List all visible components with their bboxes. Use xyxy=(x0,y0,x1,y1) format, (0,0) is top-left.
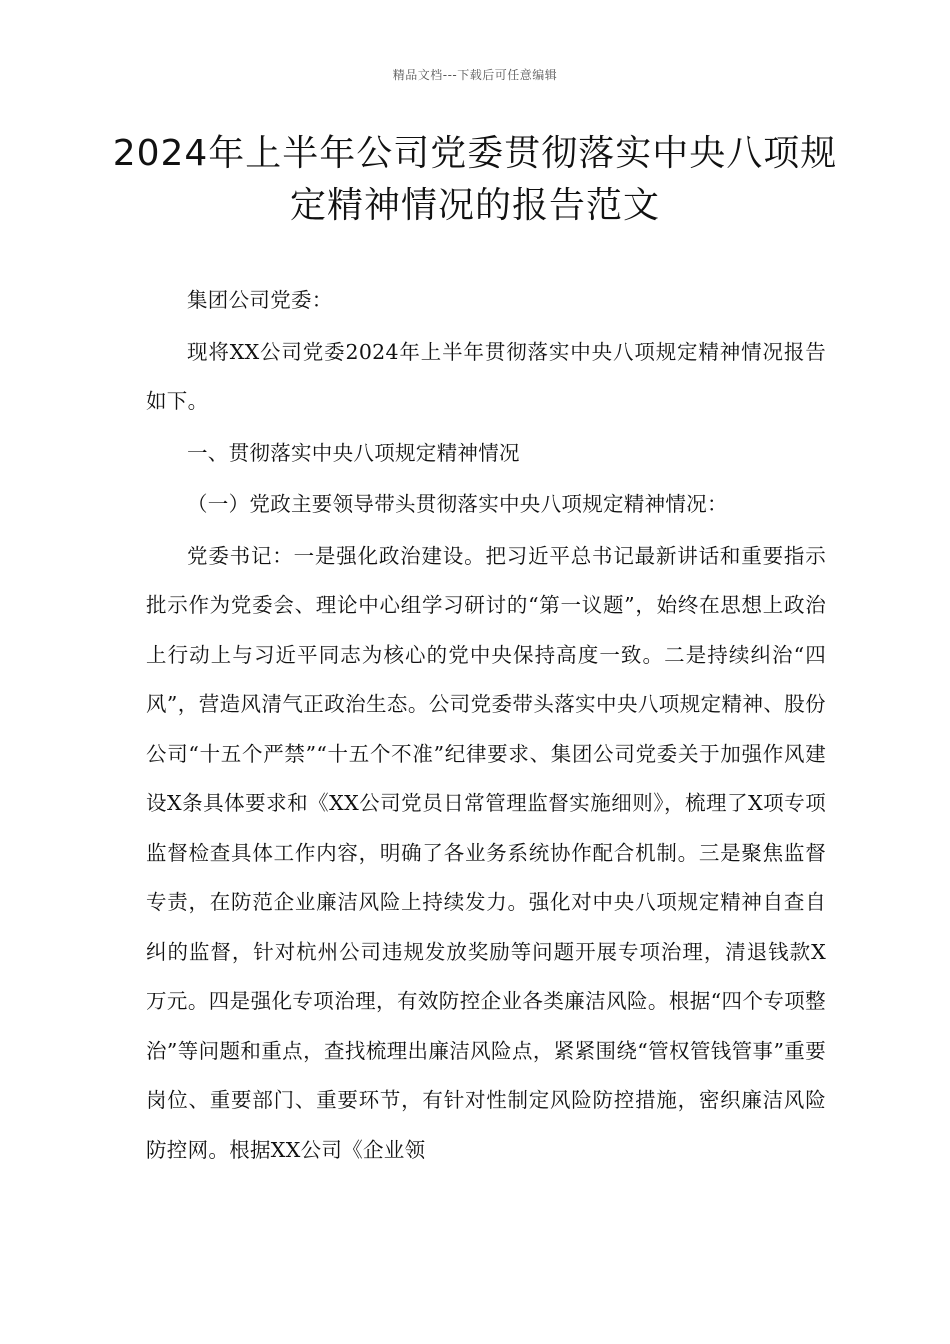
document-title: 2024年上半年公司党委贯彻落实中央八项规定精神情况的报告范文 xyxy=(112,133,838,226)
page-header-watermark: 精品文档---下载后可任意编辑 xyxy=(392,68,558,82)
body-paragraph: 党委书记：一是强化政治建设。把习近平总书记最新讲话和重要指示批示作为党委会、理论中心组学习研讨的“第一议题”，始终在思想上政治上行动上与习近平同志为核心的党中央保持高度一致。二是持续纠治“四风”，营造风清气正政治生态。公司党委带头落实中央八项规定精神、股份公司“十五个严禁”“十五个不准”纪律要求、集团公司党委关于加强作风建设X条具体要求和《XX公司党员日常管理监督实施细则》，梳理了X项专项监督检查具体工作内容，明确了各业务系统协作配合机制。三是聚焦监督专责，在防范企业廉洁风险上持续发力。强化对中央八项规定精神自查自纠的监督，针对杭州公司违规发放奖励等问题开展专项治理，清退钱款X万元。四是强化专项治理，有效防控企业各类廉洁风险。根据“四个专项整治”等问题和重点，查找梳理出廉洁风险点，紧紧围绕“管权管钱管事”重要岗位、重要部门、重要环节，有针对性制定风险防控措施，密织廉洁风险防控网。根据XX公司《企业领 xyxy=(146,543,826,1162)
subsection-heading: （一）党政主要领导带头贯彻落实中央八项规定精神情况： xyxy=(187,492,728,516)
section-heading: 一、贯彻落实中央八项规定精神情况 xyxy=(187,440,520,465)
salutation-paragraph: 集团公司党委： xyxy=(187,288,333,312)
intro-paragraph: 现将XX公司党委2024年上半年贯彻落实中央八项规定精神情况报告如下。 xyxy=(146,339,826,413)
document-body xyxy=(146,276,826,1177)
